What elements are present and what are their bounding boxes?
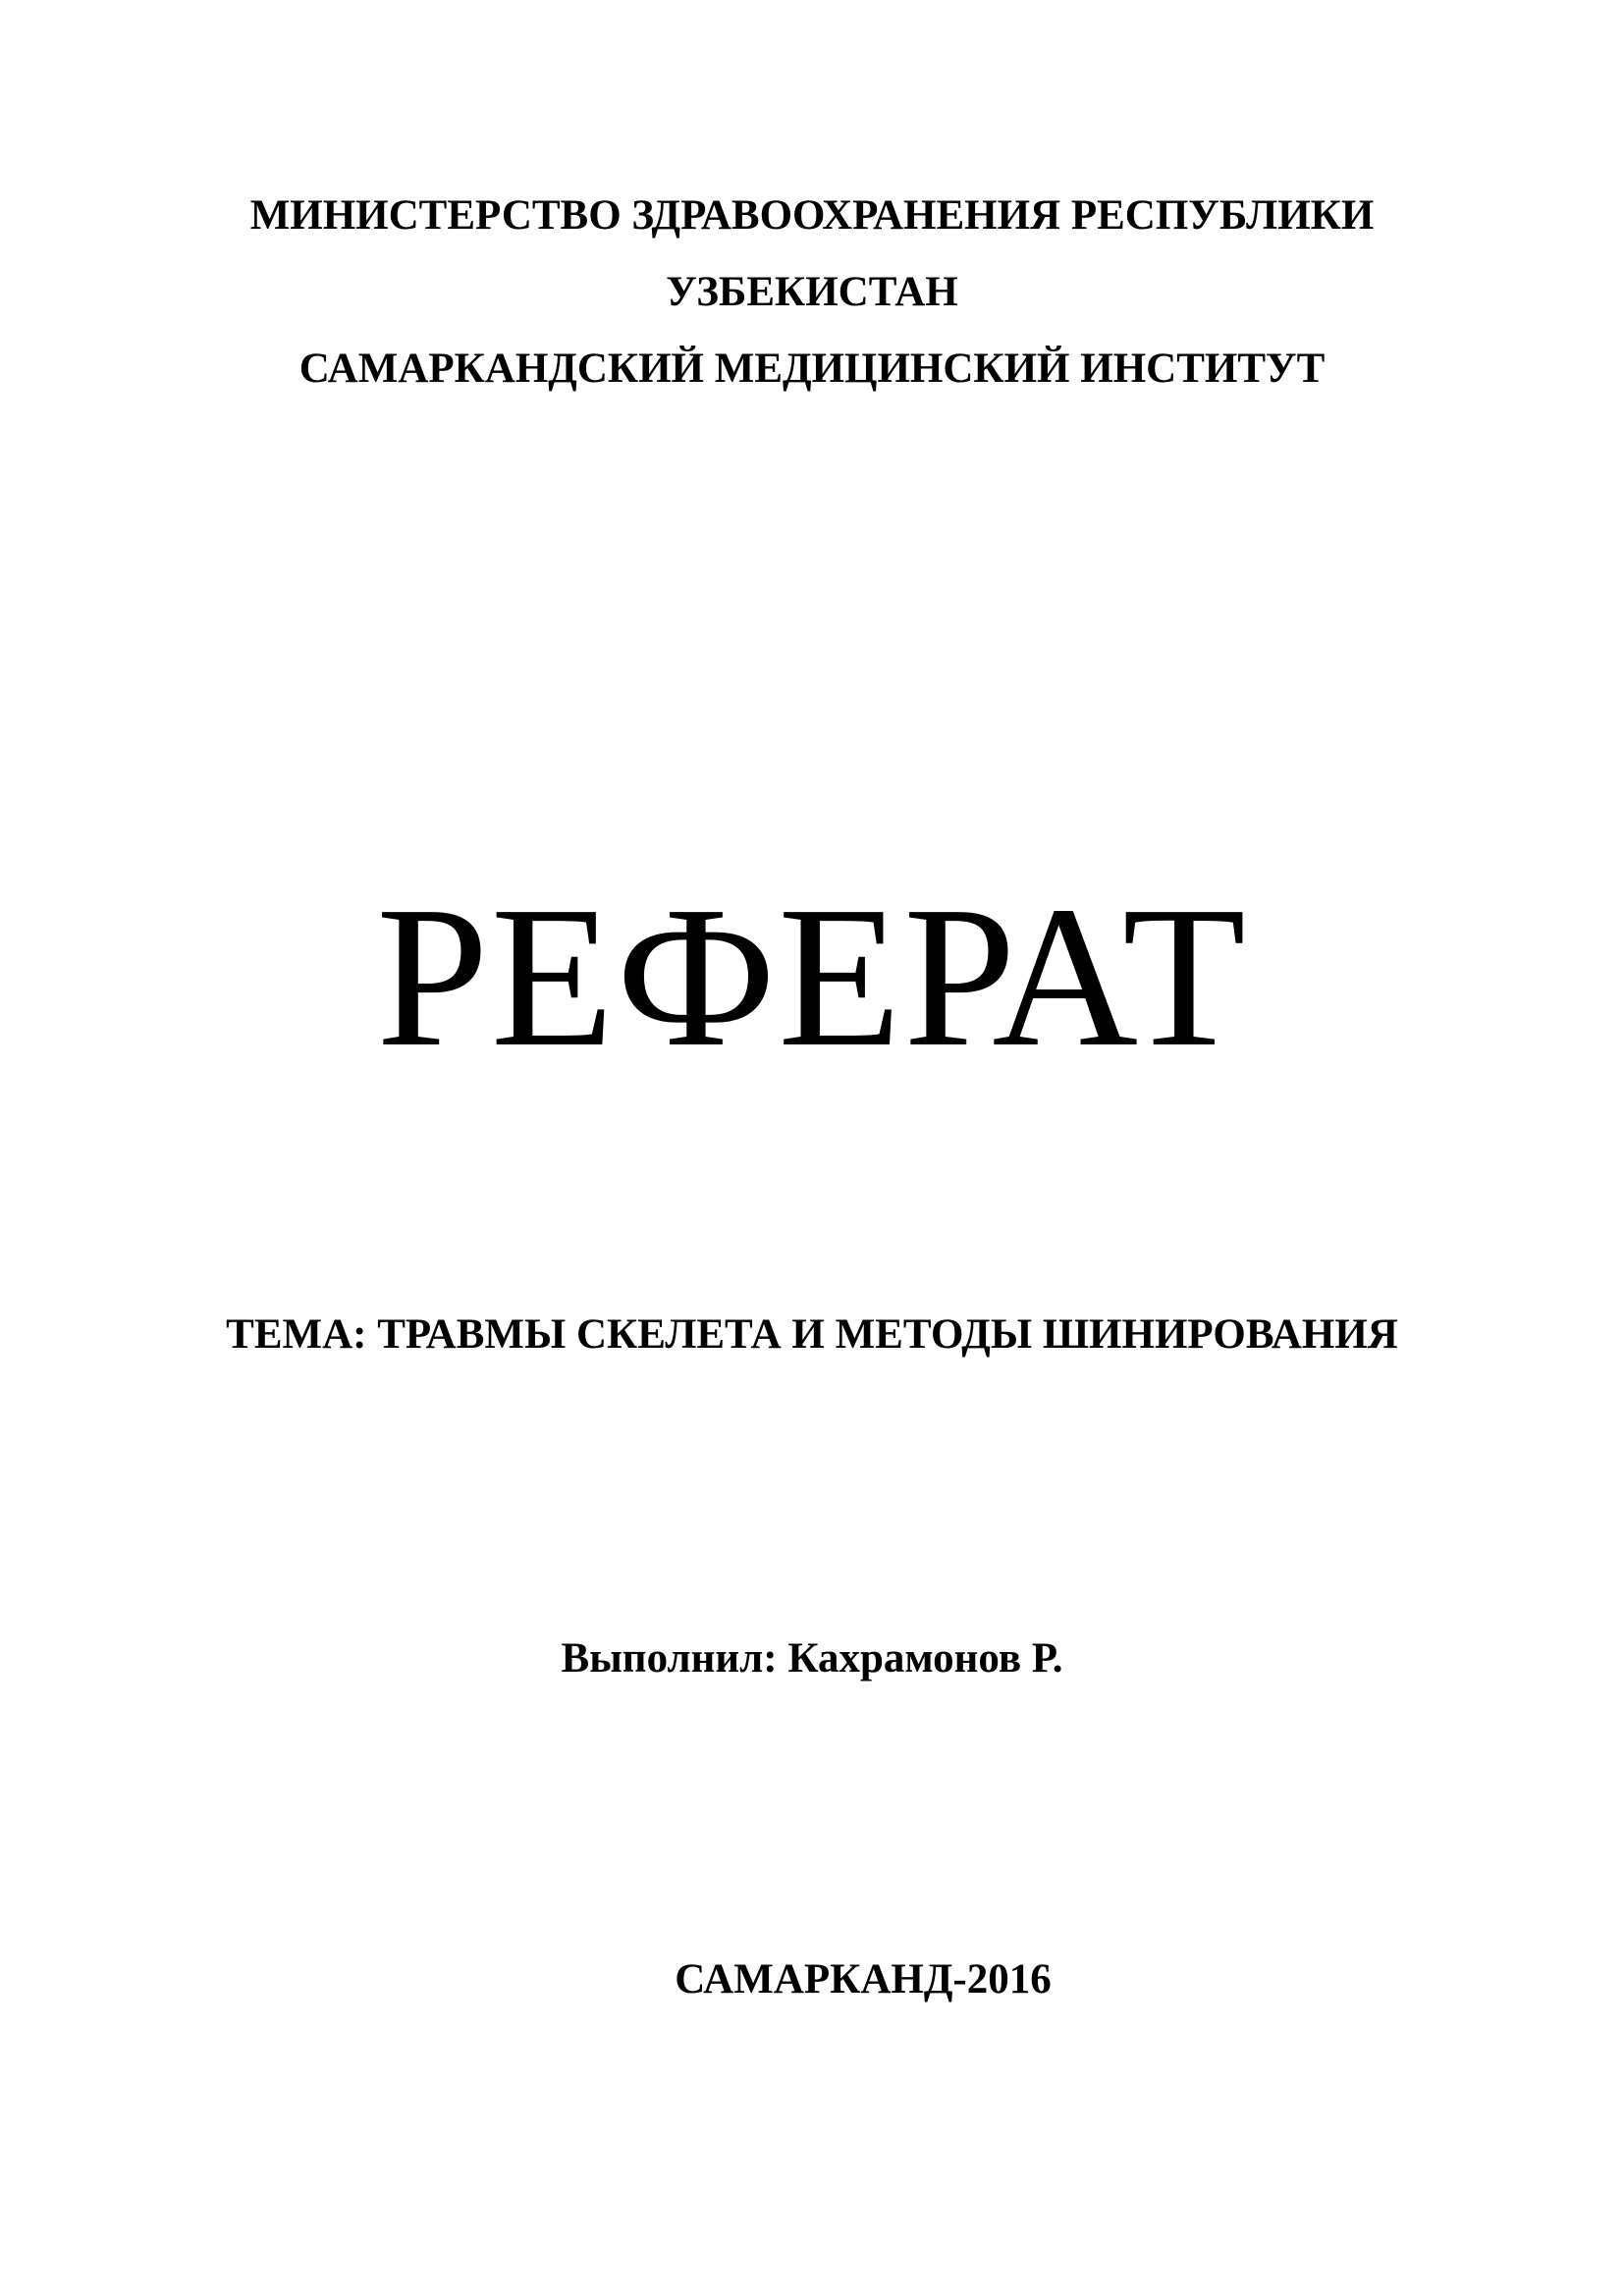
- document-type-title: РЕФЕРАТ: [376, 864, 1248, 1089]
- place-and-year: САМАРКАНД-2016: [675, 1956, 1052, 2002]
- author-line: Выполнил: Кахрамонов Р.: [561, 1635, 1063, 1682]
- ministry-name-line-1: МИНИСТЕРСТВО ЗДРАВООХРАНЕНИЯ РЕСПУБЛИКИ: [249, 192, 1375, 239]
- institute-name: САМАРКАНДСКИЙ МЕДИЦИНСКИЙ ИНСТИТУТ: [298, 346, 1326, 392]
- ministry-name-line-2: УЗБЕКИСТАН: [666, 269, 958, 315]
- document-topic: ТЕМА: ТРАВМЫ СКЕЛЕТА И МЕТОДЫ ШИНИРОВАНИЯ: [226, 1311, 1398, 1358]
